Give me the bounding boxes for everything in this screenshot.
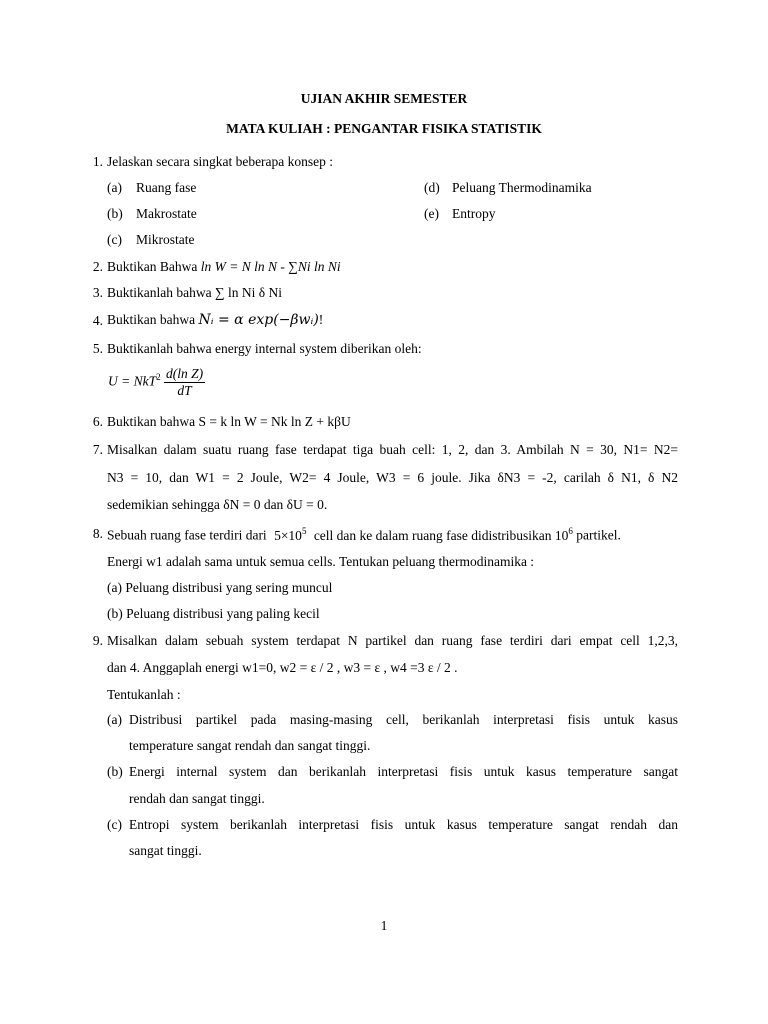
item-text: Makrostate bbox=[136, 206, 197, 221]
formula: 5×10 bbox=[274, 527, 302, 543]
question-number: 7. bbox=[92, 442, 103, 457]
question-9-item: temperature sangat rendah dan sangat tinggi. bbox=[129, 738, 371, 753]
exam-title: UJIAN AKHIR SEMESTER bbox=[300, 91, 468, 106]
item-text: Mikrostate bbox=[136, 232, 195, 247]
question-number: 4. bbox=[92, 313, 103, 328]
formula: ln W = N ln N - ∑Ni ln Ni bbox=[200, 259, 341, 274]
question-text: Buktikan Bahwa bbox=[107, 259, 198, 274]
question-8-option: (b) Peluang distribusi yang paling kecil bbox=[107, 606, 320, 621]
question-number: 8. bbox=[92, 526, 103, 541]
fraction-numerator: d(ln Z) bbox=[166, 366, 204, 381]
fraction bbox=[164, 366, 205, 399]
question-9-line: Tentukanlah : bbox=[107, 687, 181, 702]
item-label: (a) bbox=[107, 180, 122, 195]
question-9-item: Energi internal system dan berikanlah interpretasi fisis untuk kasus temperature sangat bbox=[129, 764, 678, 779]
question-number: 5. bbox=[92, 341, 103, 356]
formula-suffix: ! bbox=[318, 312, 324, 327]
equation-lhs: U = NkT bbox=[108, 373, 157, 389]
question-7-line: sedemikian sehingga δN = 0 dan δU = 0. bbox=[107, 497, 328, 512]
item-label: (b) bbox=[107, 206, 123, 221]
exponent: 5 bbox=[301, 526, 307, 536]
question-9-item: Entropi system berikanlah interpretasi fisis untuk kasus temperature sangat rendah dan bbox=[129, 817, 678, 832]
question-text: partikel. bbox=[576, 527, 621, 543]
formula: Nᵢ = α exp(−βwᵢ) bbox=[198, 312, 319, 328]
question-7-line: Misalkan dalam suatu ruang fase terdapat tiga buah cell: 1, 2, dan 3. Ambilah N = 30, N1= N2= bbox=[107, 442, 678, 457]
item-text: Ruang fase bbox=[136, 180, 197, 195]
question-9-line: dan 4. Anggaplah energi w1=0, w2 = ε / 2 , w3 = ε , w4 =3 ε / 2 . bbox=[107, 660, 458, 675]
question-2-text bbox=[107, 259, 341, 275]
question-number: 1. bbox=[92, 154, 103, 169]
question-3-text: Buktikanlah bahwa ∑ ln Ni δ Ni bbox=[107, 285, 282, 300]
question-4-text bbox=[107, 312, 323, 328]
item-text: Peluang Thermodinamika bbox=[452, 180, 592, 195]
question-number: 9. bbox=[92, 633, 103, 648]
exponent: 6 bbox=[568, 526, 573, 536]
course-title: MATA KULIAH : PENGANTAR FISIKA STATISTIK bbox=[226, 121, 542, 136]
question-9-item: Distribusi partikel pada masing-masing cell, berikanlah interpretasi fisis untuk kasus bbox=[129, 712, 678, 727]
item-label: (a) bbox=[107, 712, 122, 727]
question-number: 6. bbox=[92, 414, 103, 429]
item-text: Entropy bbox=[452, 206, 496, 221]
question-7-line: N3 = 10, dan W1 = 2 Joule, W2= 4 Joule, W3 = 6 joule. Jika δN3 = -2, carilah δ N1, δ N2 bbox=[107, 470, 678, 485]
item-label: (e) bbox=[424, 206, 439, 221]
fraction-denominator: dT bbox=[177, 383, 192, 398]
question-8-option: (a) Peluang distribusi yang sering muncul bbox=[107, 580, 333, 595]
item-label: (d) bbox=[424, 180, 440, 195]
question-1-text: Jelaskan secara singkat beberapa konsep : bbox=[107, 154, 334, 169]
question-number: 3. bbox=[92, 285, 103, 300]
question-number: 2. bbox=[92, 259, 103, 274]
question-9-item: sangat tinggi. bbox=[129, 843, 202, 858]
question-5-text: Buktikanlah bahwa energy internal system diberikan oleh: bbox=[107, 341, 422, 356]
question-text: Sebuah ruang fase terdiri dari bbox=[107, 527, 267, 543]
question-6-text: Buktikan bahwa S = k ln W = Nk ln Z + kβU bbox=[107, 414, 351, 429]
internal-energy-equation bbox=[108, 366, 205, 399]
question-text: cell dan ke dalam ruang fase didistribusikan 10 bbox=[313, 527, 569, 543]
page-number: 1 bbox=[380, 918, 388, 933]
question-9-line: Misalkan dalam sebuah system terdapat N partikel dan ruang fase terdiri dari empat cell 1,2,3, bbox=[107, 633, 678, 648]
question-8-line: Energi w1 adalah sama untuk semua cells. Tentukan peluang thermodinamika : bbox=[107, 554, 535, 569]
item-label: (c) bbox=[107, 232, 122, 247]
question-text: Buktikan bahwa bbox=[107, 312, 196, 327]
item-label: (b) bbox=[107, 764, 123, 779]
question-9-item: rendah dan sangat tinggi. bbox=[129, 791, 265, 806]
exponent: 2 bbox=[156, 372, 161, 383]
question-8-line bbox=[107, 526, 621, 544]
item-label: (c) bbox=[107, 817, 122, 832]
